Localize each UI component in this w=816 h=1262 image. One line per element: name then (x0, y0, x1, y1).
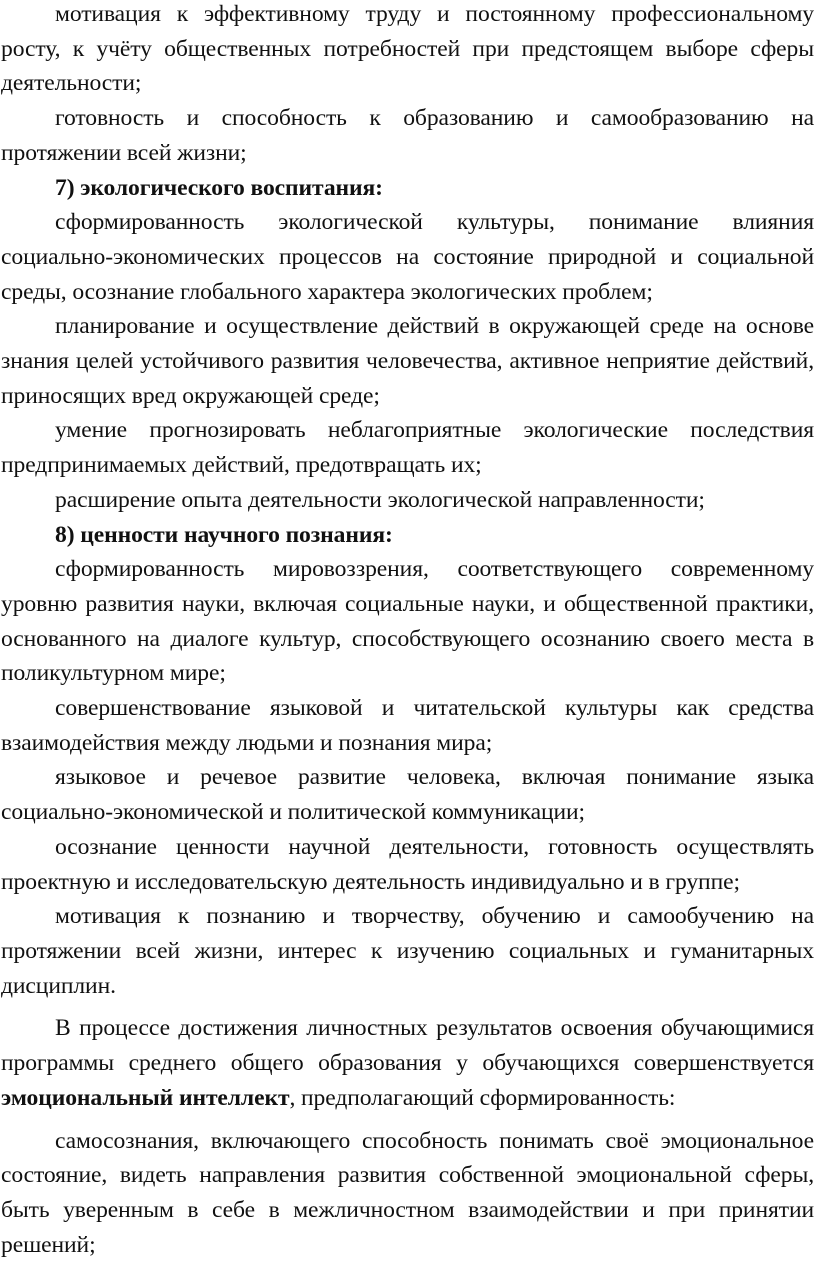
heading-scientific-knowledge: 8) ценности научного познания: (1, 518, 814, 553)
emotional-intelligence-term: эмоциональный интеллект (1, 1085, 289, 1111)
paragraph-emotional-intelligence (1, 1011, 814, 1115)
heading-ecological-education: 7) экологического воспитания: (1, 171, 814, 206)
paragraph-emotional-intelligence-intro: В процессе достижения личностных результатов освоения обучающимися программы среднего общего образования у обучающихся совершенствуется (1, 1015, 814, 1076)
paragraph-emotional-intelligence-outro: , предполагающий сформированность: (289, 1085, 675, 1111)
paragraph-research-activity: осознание ценности научной деятельности, готовность осуществлять проектную и исследовательскую деятельность индивидуально и в группе; (1, 830, 814, 899)
paragraph-language-culture: совершенствование языковой и читательской культуры как средства взаимодействия между людьми и познания мира; (1, 691, 814, 760)
paragraph-cognition-motivation: мотивация к познанию и творчеству, обучению и самообучению на протяжении всей жизни, интерес к изучению социальных и гуманитарных дисциплин. (1, 899, 814, 1003)
paragraph-ecological-culture: сформированность экологической культуры, понимание влияния социально-экономических процессов на состояние природной и социальной среды, осознание глобального характера экологических проблем; (1, 205, 814, 309)
paragraph-self-awareness: самосознания, включающего способность понимать своё эмоциональное состояние, видеть направления развития собственной эмоциональной сферы, быть уверенным в себе в межличностном взаимодействии и при принятии решений; (1, 1124, 814, 1262)
paragraph-ecological-experience: расширение опыта деятельности экологической направленности; (1, 483, 814, 518)
paragraph-speech-development: языковое и речевое развитие человека, включая понимание языка социально-экономической и политической коммуникации; (1, 760, 814, 829)
paragraph-self-education: готовность и способность к образованию и самообразованию на протяжении всей жизни; (1, 101, 814, 170)
paragraph-worldview: сформированность мировоззрения, соответствующего современному уровню развития науки, включая социальные науки, и общественной практики, основанного на диалоге культур, способствующего осознанию своего места в поликультурном мире; (1, 552, 814, 691)
paragraph-sustainable-development: планирование и осуществление действий в окружающей среде на основе знания целей устойчивого развития человечества, активное неприятие действий, приносящих вред окружающей среде; (1, 309, 814, 413)
paragraph-forecast-consequences: умение прогнозировать неблагоприятные экологические последствия предпринимаемых действий, предотвращать их; (1, 413, 814, 482)
paragraph-work-motivation: мотивация к эффективному труду и постоянному профессиональному росту, к учёту общественных потребностей при предстоящем выборе сферы деятельности; (1, 0, 814, 101)
